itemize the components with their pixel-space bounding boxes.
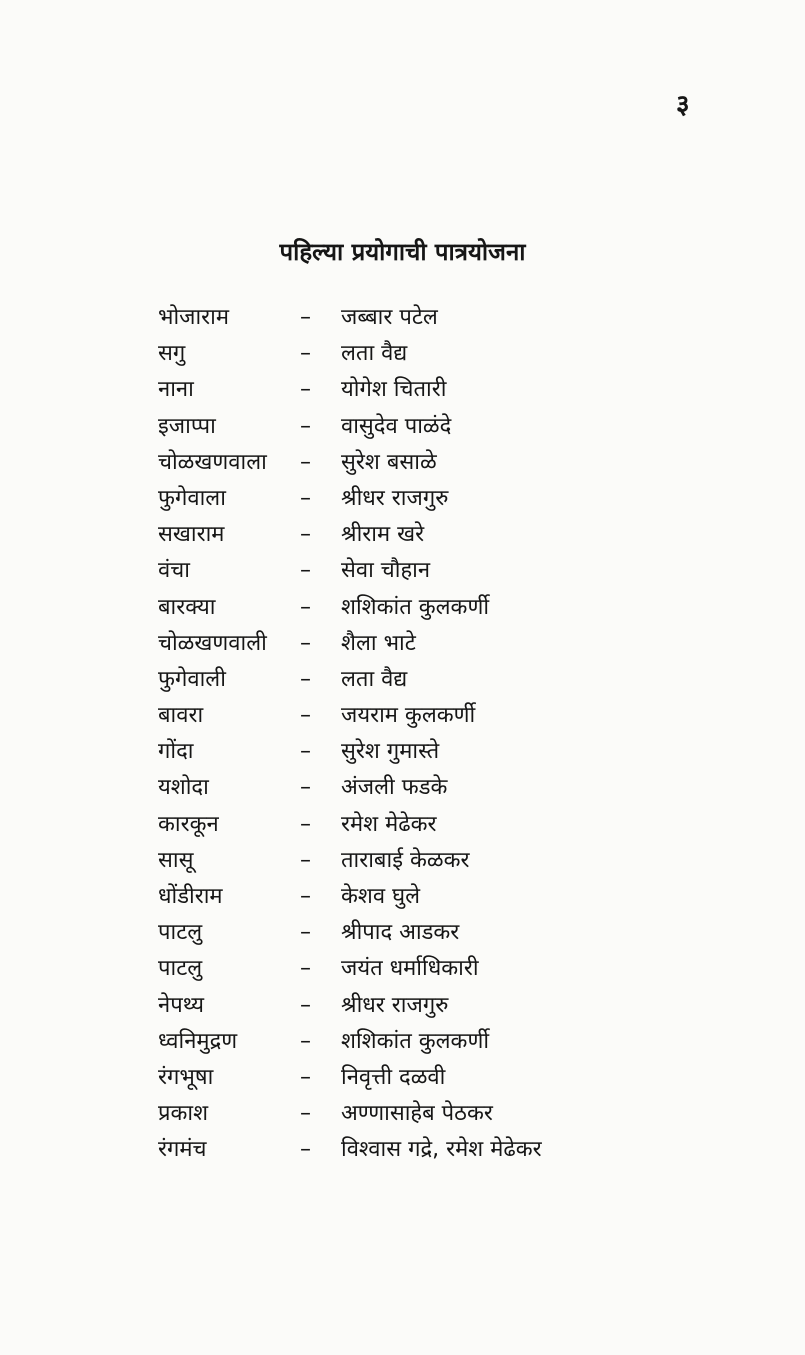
role-name: भोजाराम — [158, 305, 230, 330]
role-name: धोंडीराम — [158, 884, 223, 909]
actor-name: केशव घुले — [341, 884, 420, 909]
separator-dash: – — [300, 703, 311, 729]
role-name: वंचा — [158, 558, 190, 584]
cast-row — [0, 553, 805, 589]
cast-row — [0, 300, 805, 336]
separator-dash: – — [300, 847, 311, 873]
role-name: कारकून — [158, 811, 219, 837]
actor-name: श्रीराम खरे — [341, 522, 425, 548]
cast-list — [0, 300, 805, 1169]
role-name: चोळखणवाली — [158, 630, 267, 656]
cast-row — [0, 879, 805, 915]
actor-name: श्रीधर राजगुरु — [341, 485, 449, 511]
cast-row — [0, 1096, 805, 1132]
separator-dash: – — [300, 558, 311, 584]
cast-row — [0, 409, 805, 445]
separator-dash: – — [300, 449, 311, 475]
separator-dash: – — [300, 1064, 311, 1090]
role-name: बावरा — [158, 703, 204, 729]
role-name: नाना — [158, 377, 194, 403]
cast-row — [0, 336, 805, 372]
actor-name: सुरेश गुमास्ते — [341, 739, 440, 765]
role-name: सगु — [158, 341, 186, 367]
separator-dash: – — [300, 522, 311, 548]
cast-row — [0, 951, 805, 987]
separator-dash: – — [300, 775, 311, 801]
cast-row — [0, 915, 805, 951]
separator-dash: – — [300, 920, 311, 946]
cast-row — [0, 590, 805, 626]
page-number: ३ — [676, 90, 690, 120]
separator-dash: – — [300, 305, 311, 330]
separator-dash: – — [300, 341, 311, 367]
cast-row — [0, 988, 805, 1024]
separator-dash: – — [300, 811, 311, 837]
separator-dash: – — [300, 992, 311, 1018]
actor-name: वासुदेव पाळंदे — [341, 413, 452, 439]
role-name: गोंदा — [158, 739, 194, 765]
actor-name: सुरेश बसाळे — [341, 449, 437, 475]
actor-name: अंजली फडके — [341, 775, 448, 801]
actor-name: जयंत धर्माधिकारी — [341, 956, 479, 982]
actor-name: लता वैद्य — [341, 341, 408, 367]
separator-dash: – — [300, 1101, 311, 1127]
role-name: सखाराम — [158, 522, 225, 548]
cast-row — [0, 843, 805, 879]
actor-name: शैला भाटे — [341, 630, 416, 656]
separator-dash: – — [300, 485, 311, 511]
cast-row — [0, 481, 805, 517]
actor-name: जयराम कुलकर्णी — [341, 703, 476, 729]
cast-row — [0, 445, 805, 481]
role-name: रंगभूषा — [158, 1064, 214, 1090]
cast-row — [0, 807, 805, 843]
separator-dash: – — [300, 594, 311, 620]
actor-name: लता वैद्य — [341, 666, 408, 692]
role-name: यशोदा — [158, 775, 209, 801]
separator-dash: – — [300, 666, 311, 692]
cast-row — [0, 517, 805, 553]
role-name: इजाप्पा — [158, 413, 216, 439]
role-name: फुगेवाला — [158, 485, 226, 511]
role-name: रंगमंच — [158, 1137, 207, 1163]
separator-dash: – — [300, 1137, 311, 1163]
page-title: पहिल्या प्रयोगाची पात्रयोजना — [279, 238, 526, 266]
actor-name: रमेश मेढेकर — [341, 811, 437, 837]
actor-name: शशिकांत कुलकर्णी — [341, 594, 490, 620]
separator-dash: – — [300, 413, 311, 439]
separator-dash: – — [300, 630, 311, 656]
separator-dash: – — [300, 884, 311, 909]
role-name: बारक्या — [158, 594, 216, 620]
actor-name: ताराबाई केळकर — [341, 847, 470, 873]
actor-name: जब्बार पटेल — [341, 305, 438, 330]
role-name: पाटलु — [158, 956, 203, 982]
role-name: फुगेवाली — [158, 666, 226, 692]
cast-row — [0, 734, 805, 770]
actor-name: श्रीधर राजगुरु — [341, 992, 449, 1018]
cast-row — [0, 662, 805, 698]
actor-name: श्रीपाद आडकर — [341, 920, 460, 946]
cast-row — [0, 372, 805, 408]
actor-name: योगेश चितारी — [341, 377, 447, 403]
role-name: चोळखणवाला — [158, 449, 267, 475]
cast-row — [0, 1024, 805, 1060]
cast-row — [0, 626, 805, 662]
role-name: नेपथ्य — [158, 992, 204, 1018]
separator-dash: – — [300, 956, 311, 982]
actor-name: शशिकांत कुलकर्णी — [341, 1028, 490, 1054]
actor-name: निवृत्ती दळवी — [341, 1064, 446, 1090]
separator-dash: – — [300, 377, 311, 403]
separator-dash: – — [300, 1028, 311, 1054]
role-name: प्रकाश — [158, 1101, 209, 1127]
actor-name: विश्वास गद्रे, रमेश मेढेकर — [341, 1137, 542, 1163]
role-name: ध्वनिमुद्रण — [158, 1028, 238, 1054]
cast-row — [0, 770, 805, 806]
separator-dash: – — [300, 739, 311, 765]
actor-name: अण्णासाहेब पेठकर — [341, 1101, 493, 1127]
actor-name: सेवा चौहान — [341, 558, 431, 584]
cast-row — [0, 1060, 805, 1096]
role-name: सासू — [158, 847, 194, 873]
cast-row — [0, 698, 805, 734]
role-name: पाटलु — [158, 920, 203, 946]
cast-row — [0, 1132, 805, 1168]
